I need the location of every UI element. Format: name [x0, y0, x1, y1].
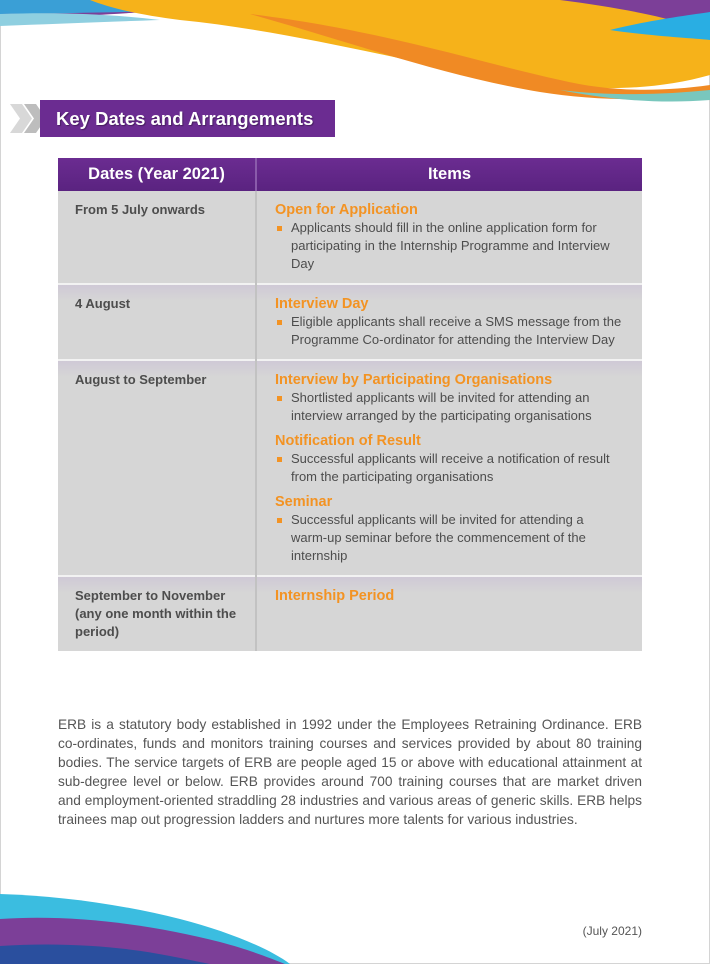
table-row: [58, 191, 642, 284]
top-decorative-swoosh: [0, 0, 710, 110]
row-date: 4 August: [58, 284, 256, 360]
item-bullet: Eligible applicants shall receive a SMS message from the Programme Co-ordinator for attending the Interview Day: [275, 313, 622, 349]
row-items: [256, 576, 642, 651]
row-date: From 5 July onwards: [58, 191, 256, 284]
row-items: [256, 360, 642, 576]
table-row: [58, 284, 642, 360]
row-date: September to November (any one month within the period): [58, 576, 256, 651]
item-title: Notification of Result: [275, 433, 421, 449]
item-title: Interview Day: [275, 296, 369, 312]
header-dates: Dates (Year 2021): [58, 158, 256, 191]
item-title: Seminar: [275, 494, 333, 510]
header-items: Items: [256, 158, 642, 191]
item-bullet: Successful applicants will be invited for attending a warm-up seminar before the commencement of the internship: [275, 511, 622, 565]
item-bullet: Applicants should fill in the online application form for participating in the Internship Programme and Interview Day: [275, 219, 622, 273]
table-row: [58, 576, 642, 651]
item-bullet: Successful applicants will receive a notification of result from the participating organisations: [275, 450, 622, 486]
about-erb-paragraph: ERB is a statutory body established in 1992 under the Employees Retraining Ordinance. ERB co-ordinates, funds and monitors training courses and services provided by about 80 training bodies. The service targets of ERB are people aged 15 or above with educational attainment at sub-degree level or below. ERB provides around 700 training courses that are market driven and employment-oriented straddling 28 industries and various areas of generic skills. ERB helps trainees map out progression ladders and nurtures more talents for various industries.: [58, 717, 642, 827]
item-title: Interview by Participating Organisations: [275, 372, 553, 388]
key-dates-table: [58, 158, 642, 651]
item-title: Open for Application: [275, 202, 418, 218]
footer-date: (July 2021): [582, 924, 642, 938]
row-date: August to September: [58, 360, 256, 576]
item-title: Internship Period: [275, 588, 395, 604]
row-items: [256, 191, 642, 284]
section-title: Key Dates and Arrangements: [40, 100, 335, 137]
row-items: [256, 284, 642, 360]
item-bullet: Shortlisted applicants will be invited for attending an interview arranged by the participating organisations: [275, 389, 622, 425]
section-header: [10, 100, 335, 137]
table-row: [58, 360, 642, 576]
